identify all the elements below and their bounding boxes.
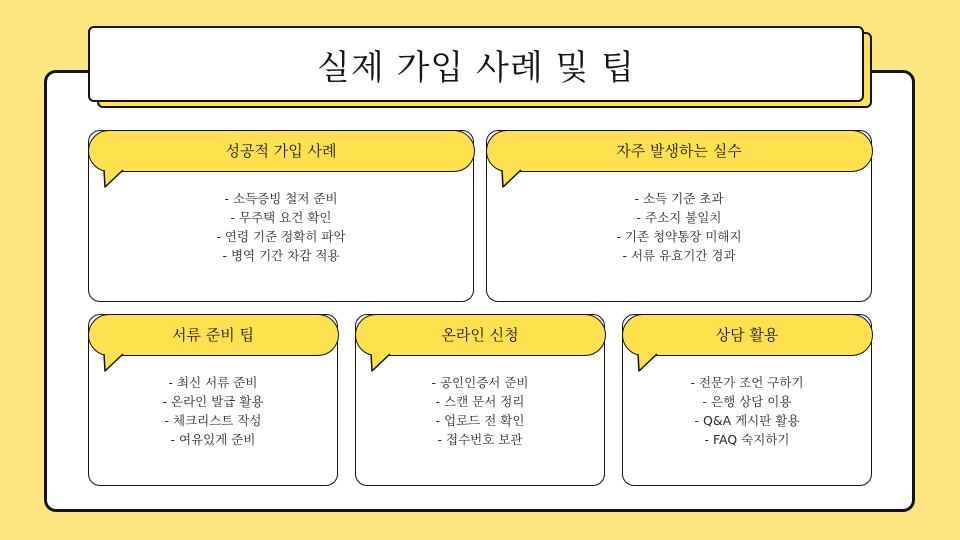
card-heading: 서류 준비 팁 (172, 326, 254, 344)
card-heading-bubble (355, 314, 606, 356)
card-heading-bubble (486, 130, 873, 172)
list-item: - FAQ 숙지하기 (704, 432, 790, 447)
list-item: - Q&A 게시판 활용 (694, 413, 800, 428)
card-document-tips (88, 314, 338, 486)
card-heading-bubble (88, 130, 475, 172)
list-item: - 체크리스트 작성 (164, 413, 262, 428)
list-item: - 연령 기준 정확히 파악 (216, 229, 346, 244)
list-item: - 소득 기준 초과 (634, 191, 724, 206)
card-heading-bubble (622, 314, 873, 356)
list-item: - 병역 기간 차감 적용 (222, 248, 340, 263)
page-title: 실제 가입 사례 및 팁 (317, 47, 635, 88)
list-item: - 전문가 조언 구하기 (690, 375, 804, 390)
speech-bubble-tail-icon (499, 170, 525, 188)
card-success-cases (88, 130, 474, 302)
speech-bubble-tail-icon (635, 354, 661, 372)
card-heading: 성공적 가입 사례 (225, 142, 337, 160)
list-item: - 주소지 불일치 (636, 210, 722, 225)
list-item: - 온라인 발급 활용 (162, 394, 264, 409)
card-heading: 상담 활용 (715, 326, 779, 344)
card-heading: 온라인 신청 (441, 326, 519, 344)
card-online-application (355, 314, 605, 486)
card-item-list (487, 189, 871, 265)
speech-bubble-tail-icon (101, 354, 127, 372)
list-item: - 기존 청약통장 미해지 (616, 229, 742, 244)
list-item: - 최신 서류 준비 (168, 375, 258, 390)
card-consultation (622, 314, 872, 486)
list-item: - 업로드 전 확인 (435, 413, 525, 428)
list-item: - 공인인증서 준비 (431, 375, 529, 390)
card-item-list (623, 373, 871, 449)
list-item: - 무주택 요건 확인 (230, 210, 332, 225)
list-item: - 접수번호 보관 (437, 432, 523, 447)
speech-bubble-tail-icon (368, 354, 394, 372)
list-item: - 소득증빙 철저 준비 (224, 191, 338, 206)
list-item: - 스캔 문서 정리 (435, 394, 525, 409)
list-item: - 서류 유효기간 경과 (622, 248, 736, 263)
card-heading: 자주 발생하는 실수 (616, 142, 742, 160)
card-common-mistakes (486, 130, 872, 302)
list-item: - 은행 상담 이용 (702, 394, 792, 409)
card-item-list (89, 373, 337, 449)
title-box (88, 26, 864, 102)
card-heading-bubble (88, 314, 339, 356)
card-item-list (356, 373, 604, 449)
card-item-list (89, 189, 473, 265)
list-item: - 여유있게 준비 (170, 432, 256, 447)
speech-bubble-tail-icon (101, 170, 127, 188)
